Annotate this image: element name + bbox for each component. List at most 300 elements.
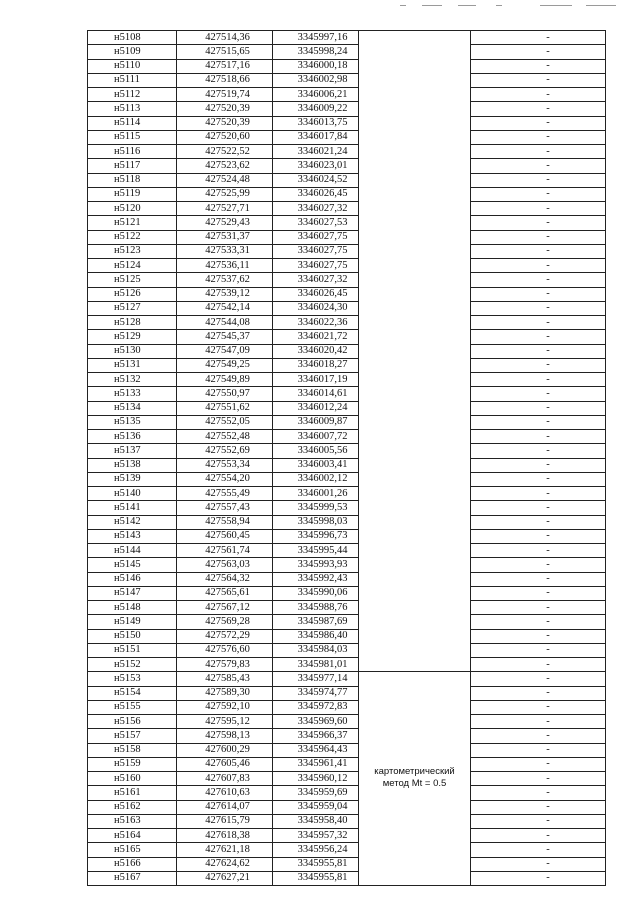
table-row xyxy=(88,515,606,529)
table-row xyxy=(88,772,606,786)
table-row xyxy=(88,786,606,800)
point-name: н5132 xyxy=(88,373,177,387)
coord-x: 427514,36 xyxy=(177,31,273,45)
coord-y: 3345990,06 xyxy=(273,586,359,600)
coord-x: 427560,45 xyxy=(177,529,273,543)
dash-cell: - xyxy=(471,843,606,857)
coord-y: 3346022,36 xyxy=(273,316,359,330)
point-name: н5139 xyxy=(88,472,177,486)
table-row xyxy=(88,529,606,543)
dash-cell: - xyxy=(471,287,606,301)
point-name: н5135 xyxy=(88,415,177,429)
point-name: н5126 xyxy=(88,287,177,301)
coord-x: 427589,30 xyxy=(177,686,273,700)
dash-cell: - xyxy=(471,301,606,315)
point-name: н5146 xyxy=(88,572,177,586)
coord-x: 427549,89 xyxy=(177,373,273,387)
table-row xyxy=(88,572,606,586)
dash-cell: - xyxy=(471,700,606,714)
table-row xyxy=(88,45,606,59)
coord-x: 427621,18 xyxy=(177,843,273,857)
coord-y: 3345992,43 xyxy=(273,572,359,586)
coord-x: 427522,52 xyxy=(177,145,273,159)
point-name: н5150 xyxy=(88,629,177,643)
point-name: н5154 xyxy=(88,686,177,700)
dash-cell: - xyxy=(471,444,606,458)
table-row xyxy=(88,829,606,843)
coord-y: 3346027,75 xyxy=(273,230,359,244)
coord-y: 3345998,03 xyxy=(273,515,359,529)
table-row xyxy=(88,501,606,515)
table-row xyxy=(88,672,606,686)
coord-y: 3345955,81 xyxy=(273,857,359,871)
coord-y: 3345999,53 xyxy=(273,501,359,515)
coord-y: 3345960,12 xyxy=(273,772,359,786)
coordinates-table xyxy=(87,30,606,886)
coord-y: 3346024,30 xyxy=(273,301,359,315)
point-name: н5115 xyxy=(88,130,177,144)
dash-cell: - xyxy=(471,501,606,515)
table-row xyxy=(88,715,606,729)
table-row xyxy=(88,757,606,771)
table-row xyxy=(88,586,606,600)
coord-x: 427569,28 xyxy=(177,615,273,629)
coord-y: 3346021,24 xyxy=(273,145,359,159)
coord-y: 3345987,69 xyxy=(273,615,359,629)
table-row xyxy=(88,871,606,885)
table-row xyxy=(88,658,606,672)
table-row xyxy=(88,686,606,700)
coord-x: 427561,74 xyxy=(177,544,273,558)
table-row xyxy=(88,344,606,358)
coord-y: 3345996,73 xyxy=(273,529,359,543)
coord-y: 3346003,41 xyxy=(273,458,359,472)
dash-cell: - xyxy=(471,615,606,629)
coord-y: 3345997,16 xyxy=(273,31,359,45)
table-row xyxy=(88,273,606,287)
dash-cell: - xyxy=(471,672,606,686)
coord-y: 3345961,41 xyxy=(273,757,359,771)
dash-cell: - xyxy=(471,73,606,87)
coord-y: 3346027,53 xyxy=(273,216,359,230)
dash-cell: - xyxy=(471,772,606,786)
coord-y: 3346013,75 xyxy=(273,116,359,130)
coord-y: 3346026,45 xyxy=(273,187,359,201)
point-name: н5141 xyxy=(88,501,177,515)
table-row xyxy=(88,173,606,187)
dash-cell: - xyxy=(471,344,606,358)
dash-cell: - xyxy=(471,59,606,73)
point-name: н5113 xyxy=(88,102,177,116)
table-row xyxy=(88,643,606,657)
coord-y: 3345998,24 xyxy=(273,45,359,59)
table-row xyxy=(88,145,606,159)
dash-cell: - xyxy=(471,814,606,828)
dash-cell: - xyxy=(471,629,606,643)
point-name: н5127 xyxy=(88,301,177,315)
coord-y: 3346014,61 xyxy=(273,387,359,401)
table-row xyxy=(88,59,606,73)
dash-cell: - xyxy=(471,643,606,657)
coord-y: 3346009,87 xyxy=(273,415,359,429)
dash-cell: - xyxy=(471,487,606,501)
coord-y: 3346007,72 xyxy=(273,430,359,444)
point-name: н5130 xyxy=(88,344,177,358)
table-row xyxy=(88,73,606,87)
table-row xyxy=(88,287,606,301)
dash-cell: - xyxy=(471,857,606,871)
point-name: н5165 xyxy=(88,843,177,857)
coord-y: 3345955,81 xyxy=(273,871,359,885)
coord-y: 3346006,21 xyxy=(273,88,359,102)
table-row xyxy=(88,102,606,116)
coord-y: 3346012,24 xyxy=(273,401,359,415)
coord-x: 427615,79 xyxy=(177,814,273,828)
table-row xyxy=(88,472,606,486)
table-row xyxy=(88,558,606,572)
dash-cell: - xyxy=(471,373,606,387)
coord-x: 427598,13 xyxy=(177,729,273,743)
table-row xyxy=(88,301,606,315)
dash-cell: - xyxy=(471,430,606,444)
method-cell-empty xyxy=(359,31,471,672)
coord-y: 3345959,69 xyxy=(273,786,359,800)
dash-cell: - xyxy=(471,202,606,216)
table-row xyxy=(88,130,606,144)
point-name: н5125 xyxy=(88,273,177,287)
coord-y: 3346005,56 xyxy=(273,444,359,458)
table-row xyxy=(88,159,606,173)
coord-y: 3346027,75 xyxy=(273,259,359,273)
coord-y: 3346002,12 xyxy=(273,472,359,486)
point-name: н5121 xyxy=(88,216,177,230)
coord-x: 427624,62 xyxy=(177,857,273,871)
dash-cell: - xyxy=(471,116,606,130)
coord-x: 427579,83 xyxy=(177,658,273,672)
dash-cell: - xyxy=(471,658,606,672)
point-name: н5117 xyxy=(88,159,177,173)
dash-cell: - xyxy=(471,786,606,800)
coord-x: 427550,97 xyxy=(177,387,273,401)
coord-x: 427520,39 xyxy=(177,116,273,130)
dash-cell: - xyxy=(471,415,606,429)
table-row xyxy=(88,187,606,201)
coord-x: 427563,03 xyxy=(177,558,273,572)
coord-x: 427525,99 xyxy=(177,187,273,201)
coord-x: 427557,43 xyxy=(177,501,273,515)
coord-y: 3346002,98 xyxy=(273,73,359,87)
method-accuracy: метод Mt = 0.5 xyxy=(382,778,447,790)
table-row xyxy=(88,216,606,230)
coord-y: 3346027,32 xyxy=(273,273,359,287)
dash-cell: - xyxy=(471,401,606,415)
point-name: н5145 xyxy=(88,558,177,572)
dash-cell: - xyxy=(471,173,606,187)
coord-x: 427618,38 xyxy=(177,829,273,843)
table-row xyxy=(88,202,606,216)
dash-cell: - xyxy=(471,715,606,729)
coord-x: 427531,37 xyxy=(177,230,273,244)
coord-y: 3345974,77 xyxy=(273,686,359,700)
point-name: н5122 xyxy=(88,230,177,244)
dash-cell: - xyxy=(471,829,606,843)
coord-y: 3346021,72 xyxy=(273,330,359,344)
coord-x: 427567,12 xyxy=(177,601,273,615)
coord-y: 3346026,45 xyxy=(273,287,359,301)
coord-y: 3346020,42 xyxy=(273,344,359,358)
method-cell xyxy=(359,672,471,886)
scan-artifact-marks xyxy=(400,2,620,10)
dash-cell: - xyxy=(471,102,606,116)
coord-x: 427519,74 xyxy=(177,88,273,102)
point-name: н5129 xyxy=(88,330,177,344)
point-name: н5161 xyxy=(88,786,177,800)
coord-y: 3345977,14 xyxy=(273,672,359,686)
table-row xyxy=(88,259,606,273)
coord-y: 3345986,40 xyxy=(273,629,359,643)
table-row xyxy=(88,700,606,714)
point-name: н5131 xyxy=(88,358,177,372)
table-row xyxy=(88,629,606,643)
dash-cell: - xyxy=(471,230,606,244)
table-row xyxy=(88,244,606,258)
point-name: н5128 xyxy=(88,316,177,330)
coord-x: 427527,71 xyxy=(177,202,273,216)
coord-y: 3345964,43 xyxy=(273,743,359,757)
coord-x: 427572,29 xyxy=(177,629,273,643)
point-name: н5140 xyxy=(88,487,177,501)
coord-y: 3345993,93 xyxy=(273,558,359,572)
coord-y: 3346018,27 xyxy=(273,358,359,372)
coord-x: 427627,21 xyxy=(177,871,273,885)
coord-y: 3345988,76 xyxy=(273,601,359,615)
coord-x: 427547,09 xyxy=(177,344,273,358)
table-row xyxy=(88,458,606,472)
table-row xyxy=(88,401,606,415)
coord-x: 427565,61 xyxy=(177,586,273,600)
dash-cell: - xyxy=(471,244,606,258)
coord-x: 427551,62 xyxy=(177,401,273,415)
table-row xyxy=(88,444,606,458)
dash-cell: - xyxy=(471,472,606,486)
coord-y: 3345972,83 xyxy=(273,700,359,714)
coord-y: 3345958,40 xyxy=(273,814,359,828)
dash-cell: - xyxy=(471,572,606,586)
table-row xyxy=(88,487,606,501)
coord-y: 3345959,04 xyxy=(273,800,359,814)
table-row xyxy=(88,729,606,743)
point-name: н5134 xyxy=(88,401,177,415)
coord-y: 3345984,03 xyxy=(273,643,359,657)
table-row xyxy=(88,544,606,558)
table-row xyxy=(88,88,606,102)
table-row xyxy=(88,601,606,615)
point-name: н5109 xyxy=(88,45,177,59)
point-name: н5110 xyxy=(88,59,177,73)
coord-y: 3346001,26 xyxy=(273,487,359,501)
point-name: н5108 xyxy=(88,31,177,45)
point-name: н5163 xyxy=(88,814,177,828)
dash-cell: - xyxy=(471,601,606,615)
coord-x: 427614,07 xyxy=(177,800,273,814)
dash-cell: - xyxy=(471,871,606,885)
coord-y: 3346000,18 xyxy=(273,59,359,73)
coord-x: 427520,60 xyxy=(177,130,273,144)
point-name: н5162 xyxy=(88,800,177,814)
coord-x: 427607,83 xyxy=(177,772,273,786)
dash-cell: - xyxy=(471,187,606,201)
coord-y: 3346027,75 xyxy=(273,244,359,258)
point-name: н5124 xyxy=(88,259,177,273)
dash-cell: - xyxy=(471,757,606,771)
coord-x: 427517,16 xyxy=(177,59,273,73)
coord-y: 3345957,32 xyxy=(273,829,359,843)
dash-cell: - xyxy=(471,130,606,144)
dash-cell: - xyxy=(471,216,606,230)
coord-y: 3346027,32 xyxy=(273,202,359,216)
table-row xyxy=(88,843,606,857)
coord-x: 427553,34 xyxy=(177,458,273,472)
point-name: н5123 xyxy=(88,244,177,258)
method-label: картометрический xyxy=(374,766,455,778)
table-row xyxy=(88,330,606,344)
point-name: н5164 xyxy=(88,829,177,843)
table-row xyxy=(88,743,606,757)
point-name: н5153 xyxy=(88,672,177,686)
point-name: н5159 xyxy=(88,757,177,771)
coord-x: 427595,12 xyxy=(177,715,273,729)
point-name: н5151 xyxy=(88,643,177,657)
point-name: н5112 xyxy=(88,88,177,102)
coord-x: 427554,20 xyxy=(177,472,273,486)
table-row xyxy=(88,800,606,814)
coord-y: 3346017,84 xyxy=(273,130,359,144)
point-name: н5133 xyxy=(88,387,177,401)
table-row xyxy=(88,415,606,429)
table-row xyxy=(88,387,606,401)
coord-x: 427585,43 xyxy=(177,672,273,686)
dash-cell: - xyxy=(471,515,606,529)
point-name: н5114 xyxy=(88,116,177,130)
point-name: н5136 xyxy=(88,430,177,444)
coord-x: 427518,66 xyxy=(177,73,273,87)
point-name: н5142 xyxy=(88,515,177,529)
table-row xyxy=(88,230,606,244)
point-name: н5152 xyxy=(88,658,177,672)
dash-cell: - xyxy=(471,558,606,572)
point-name: н5111 xyxy=(88,73,177,87)
table-row xyxy=(88,358,606,372)
table-row xyxy=(88,857,606,871)
point-name: н5167 xyxy=(88,871,177,885)
coord-x: 427552,48 xyxy=(177,430,273,444)
table-row xyxy=(88,116,606,130)
dash-cell: - xyxy=(471,458,606,472)
coord-x: 427524,48 xyxy=(177,173,273,187)
coord-x: 427544,08 xyxy=(177,316,273,330)
point-name: н5160 xyxy=(88,772,177,786)
dash-cell: - xyxy=(471,586,606,600)
coord-y: 3345981,01 xyxy=(273,658,359,672)
coord-x: 427605,46 xyxy=(177,757,273,771)
table-row xyxy=(88,316,606,330)
coord-x: 427529,43 xyxy=(177,216,273,230)
coord-y: 3345995,44 xyxy=(273,544,359,558)
table-row xyxy=(88,615,606,629)
table-row xyxy=(88,430,606,444)
coord-x: 427552,05 xyxy=(177,415,273,429)
coord-x: 427533,31 xyxy=(177,244,273,258)
coord-x: 427542,14 xyxy=(177,301,273,315)
point-name: н5120 xyxy=(88,202,177,216)
coord-x: 427520,39 xyxy=(177,102,273,116)
dash-cell: - xyxy=(471,88,606,102)
point-name: н5116 xyxy=(88,145,177,159)
dash-cell: - xyxy=(471,358,606,372)
dash-cell: - xyxy=(471,159,606,173)
dash-cell: - xyxy=(471,330,606,344)
point-name: н5157 xyxy=(88,729,177,743)
coord-x: 427564,32 xyxy=(177,572,273,586)
dash-cell: - xyxy=(471,316,606,330)
point-name: н5148 xyxy=(88,601,177,615)
point-name: н5147 xyxy=(88,586,177,600)
coord-x: 427552,69 xyxy=(177,444,273,458)
dash-cell: - xyxy=(471,743,606,757)
dash-cell: - xyxy=(471,529,606,543)
point-name: н5118 xyxy=(88,173,177,187)
dash-cell: - xyxy=(471,729,606,743)
dash-cell: - xyxy=(471,544,606,558)
coord-x: 427592,10 xyxy=(177,700,273,714)
point-name: н5166 xyxy=(88,857,177,871)
coord-x: 427558,94 xyxy=(177,515,273,529)
coord-y: 3346024,52 xyxy=(273,173,359,187)
dash-cell: - xyxy=(471,45,606,59)
coord-y: 3345966,37 xyxy=(273,729,359,743)
coord-y: 3346009,22 xyxy=(273,102,359,116)
point-name: н5137 xyxy=(88,444,177,458)
dash-cell: - xyxy=(471,686,606,700)
coord-x: 427536,11 xyxy=(177,259,273,273)
point-name: н5155 xyxy=(88,700,177,714)
point-name: н5143 xyxy=(88,529,177,543)
point-name: н5119 xyxy=(88,187,177,201)
dash-cell: - xyxy=(471,145,606,159)
point-name: н5156 xyxy=(88,715,177,729)
coord-x: 427576,60 xyxy=(177,643,273,657)
point-name: н5158 xyxy=(88,743,177,757)
dash-cell: - xyxy=(471,273,606,287)
point-name: н5149 xyxy=(88,615,177,629)
coord-x: 427610,63 xyxy=(177,786,273,800)
coord-x: 427539,12 xyxy=(177,287,273,301)
coord-x: 427600,29 xyxy=(177,743,273,757)
coord-x: 427515,65 xyxy=(177,45,273,59)
table-row xyxy=(88,31,606,45)
dash-cell: - xyxy=(471,800,606,814)
coord-x: 427537,62 xyxy=(177,273,273,287)
table-row xyxy=(88,814,606,828)
coord-x: 427549,25 xyxy=(177,358,273,372)
coord-y: 3345956,24 xyxy=(273,843,359,857)
coord-y: 3346017,19 xyxy=(273,373,359,387)
coord-x: 427555,49 xyxy=(177,487,273,501)
point-name: н5138 xyxy=(88,458,177,472)
coord-y: 3345969,60 xyxy=(273,715,359,729)
dash-cell: - xyxy=(471,31,606,45)
coord-x: 427545,37 xyxy=(177,330,273,344)
